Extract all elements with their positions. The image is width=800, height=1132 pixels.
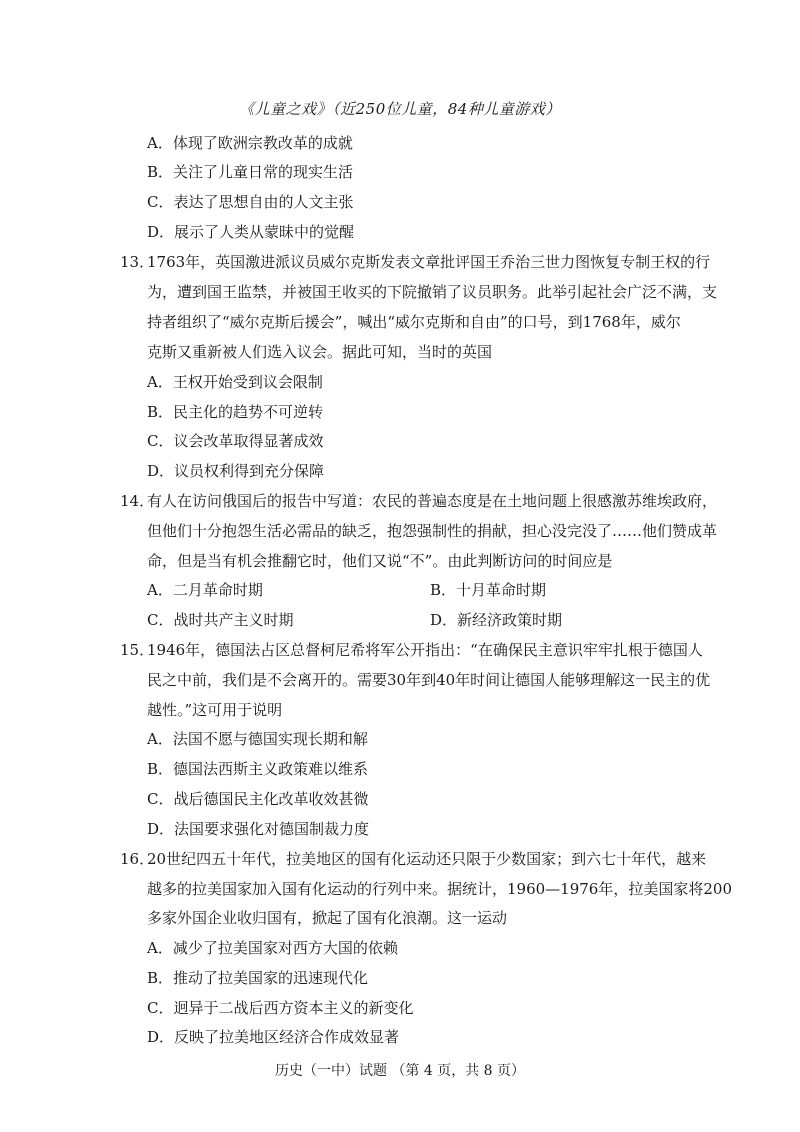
q16-stem-line: 20世纪四五十年代，拉美地区的国有化运动还只限于少数国家；到六七十年代，越来 bbox=[147, 850, 707, 868]
q15-option-a: A．法国不愿与德国实现长期和解 bbox=[147, 730, 368, 748]
q12-option-c: C．表达了思想自由的人文主张 bbox=[147, 193, 354, 211]
q14-option-c: C．战时共产主义时期 bbox=[147, 611, 294, 629]
q12-option-b: B．关注了儿童日常的现实生活 bbox=[147, 163, 354, 181]
q13-option-b: B．民主化的趋势不可逆转 bbox=[147, 403, 324, 421]
q13-number: 13． bbox=[120, 253, 155, 271]
q14-option-b: B．十月革命时期 bbox=[430, 581, 547, 599]
q15-option-c: C．战后德国民主化改革收效甚微 bbox=[147, 790, 369, 808]
q16-option-a: A．减少了拉美国家对西方大国的依赖 bbox=[147, 939, 398, 957]
q15-stem-line: 越性。”这可用于说明 bbox=[147, 701, 283, 719]
q14-option-d: D．新经济政策时期 bbox=[430, 611, 563, 629]
q13-stem-line: 为，遭到国王监禁，并被国王收买的下院撤销了议员职务。此举引起社会广泛不满，支 bbox=[147, 283, 718, 301]
q14-stem-line: 有人在访问俄国后的报告中写道：农民的普遍态度是在土地问题上很感激苏维埃政府， bbox=[147, 492, 718, 510]
image-caption: 《儿童之戏》（近250位儿童，84种儿童游戏） bbox=[239, 100, 561, 118]
q15-stem-line: 1946年，德国法占区总督柯尼希将军公开指出：“在确保民主意识牢牢扎根于德国人 bbox=[147, 641, 703, 659]
q16-option-b: B．推动了拉美国家的迅速现代化 bbox=[147, 969, 369, 987]
q14-stem-line: 但他们十分抱怨生活必需品的缺乏，抱怨强制性的捐献，担心没完没了……他们赞成革 bbox=[147, 522, 718, 540]
q16-stem-line: 越多的拉美国家加入国有化运动的行列中来。据统计，1960—1976年，拉美国家将200 bbox=[147, 880, 732, 898]
q13-option-c: C．议会改革取得显著成效 bbox=[147, 432, 324, 450]
q12-option-a: A．体现了欧洲宗教改革的成就 bbox=[147, 134, 353, 152]
q13-stem-line: 克斯又重新被人们选入议会。据此可知，当时的英国 bbox=[147, 343, 493, 361]
q16-option-c: C．迥异于二战后西方资本主义的新变化 bbox=[147, 999, 414, 1017]
q13-stem-line: 持者组织了“威尔克斯后援会”，喊出“威尔克斯和自由”的口号，到1768年，威尔 bbox=[147, 313, 681, 331]
page-footer: 历史（一中）试题 （第 4 页，共 8 页） bbox=[274, 1063, 526, 1079]
q15-option-b: B．德国法西斯主义政策难以维系 bbox=[147, 760, 369, 778]
q14-option-a: A．二月革命时期 bbox=[147, 581, 263, 599]
q14-stem-line: 命，但是当有机会推翻它时，他们又说“不”。由此判断访问的时间应是 bbox=[147, 552, 613, 570]
q15-number: 15． bbox=[120, 641, 155, 659]
q13-option-d: D．议员权利得到充分保障 bbox=[147, 462, 325, 480]
q16-stem-line: 多家外国企业收归国有，掀起了国有化浪潮。这一运动 bbox=[147, 909, 508, 927]
q16-number: 16． bbox=[120, 850, 155, 868]
q12-option-d: D．展示了人类从蒙昧中的觉醒 bbox=[147, 223, 355, 241]
q15-stem-line: 民之中前，我们是不会离开的。需要30年到40年时间让德国人能够理解这一民主的优 bbox=[147, 671, 711, 689]
q14-number: 14． bbox=[120, 492, 155, 510]
q15-option-d: D．法国要求强化对德国制裁力度 bbox=[147, 820, 370, 838]
q16-option-d: D．反映了拉美地区经济合作成效显著 bbox=[147, 1028, 400, 1046]
q13-option-a: A．王权开始受到议会限制 bbox=[147, 373, 323, 391]
q13-stem-line: 1763年，英国激进派议员威尔克斯发表文章批评国王乔治三世力图恢复专制王权的行 bbox=[147, 253, 711, 271]
